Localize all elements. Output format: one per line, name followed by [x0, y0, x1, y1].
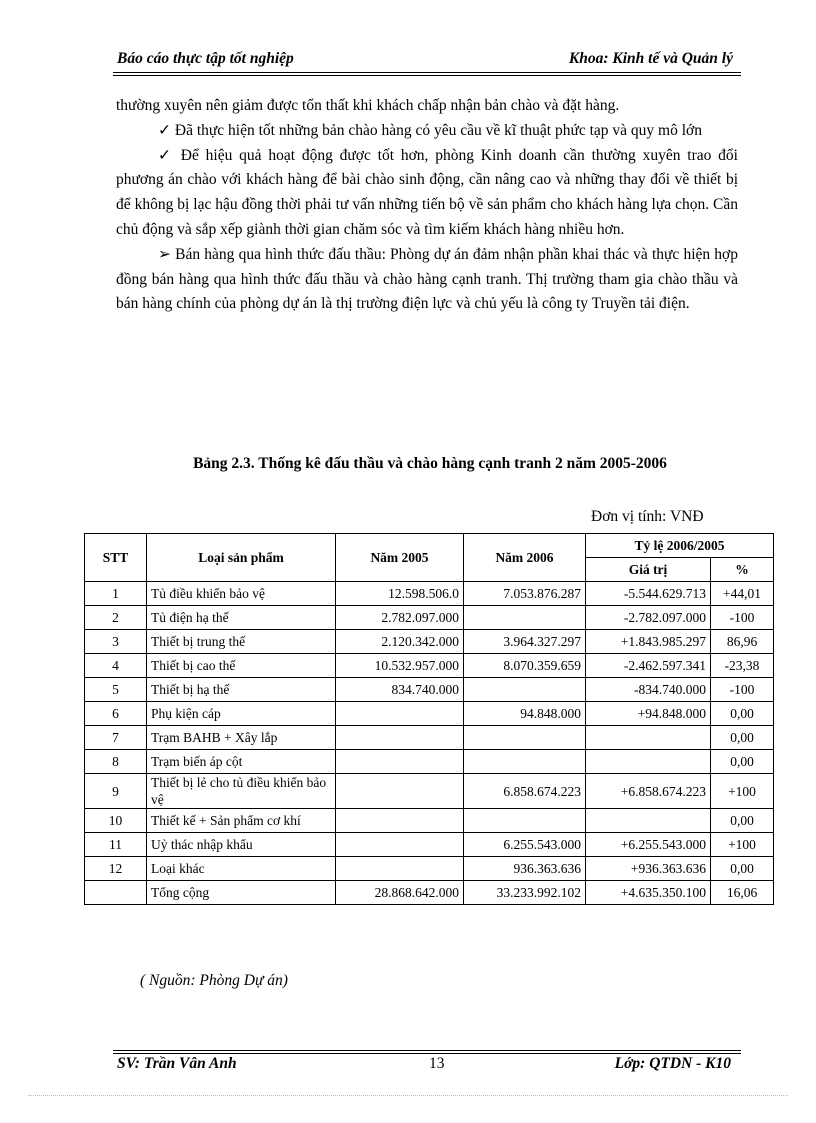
header-ratio: Tỷ lệ 2006/2005 [586, 534, 774, 558]
page-header [113, 50, 741, 72]
cell-stt: 5 [85, 678, 147, 702]
paragraph: ✓ Để hiệu quả hoạt động được tốt hơn, phòng Kinh doanh cần thường xuyên trao đổi phương án chào với khách hàng để bài chào sinh động, cần nâng cao và những thay đổi về thiết bị để không bị lạc hậu đồng thời phải tư vấn những tiến bộ về sản phẩm cho khách hàng lựa chọn. Cần chủ động và sắp xếp giành thời gian chăm sóc và tìm kiếm khách hàng nhiều hơn. [116, 146, 738, 238]
cell-percent: +44,01 [711, 582, 774, 606]
cell-product: Thiết bị trung thế [147, 630, 336, 654]
cell-stt: 7 [85, 726, 147, 750]
cell-product: Uỷ thác nhập khẩu [147, 833, 336, 857]
table-row [85, 833, 774, 857]
checkmark-icon: ✓ [158, 146, 174, 164]
table-row [85, 774, 774, 809]
header-report-title: Báo cáo thực tập tốt nghiệp [117, 50, 294, 67]
header-value: Giá trị [586, 558, 711, 582]
cell-percent: 86,96 [711, 630, 774, 654]
cell-year-2006: 6.255.543.000 [464, 833, 586, 857]
footer-rule-thin [113, 1050, 741, 1051]
paragraph: ✓ Đã thực hiện tốt những bản chào hàng có yêu cầu về kĩ thuật phức tạp và quy mô lớn [158, 121, 702, 139]
paragraph: thường xuyên nên giảm được tổn thất khi khách chấp nhận bản chào và đặt hàng. [116, 97, 620, 114]
table-row [85, 606, 774, 630]
cell-value [586, 726, 711, 750]
cell-product: Trạm biến áp cột [147, 750, 336, 774]
cell-year-2005 [336, 809, 464, 833]
cell-value [586, 750, 711, 774]
cell-stt: 8 [85, 750, 147, 774]
cell-year-2005: 12.598.506.0 [336, 582, 464, 606]
unit-label: Đơn vị tính: VNĐ [591, 508, 704, 525]
cell-year-2006: 7.053.876.287 [464, 582, 586, 606]
cell-value: -5.544.629.713 [586, 582, 711, 606]
cell-percent: -23,38 [711, 654, 774, 678]
cell-year-2005 [336, 750, 464, 774]
header-percent: % [711, 558, 774, 582]
cell-value: -2.782.097.000 [586, 606, 711, 630]
header-year-2005: Năm 2005 [336, 534, 464, 582]
cell-year-2005 [336, 702, 464, 726]
page-edge-divider [28, 1095, 788, 1096]
cell-year-2006: 33.233.992.102 [464, 881, 586, 905]
cell-product: Thiết kế + Sản phẩm cơ khí [147, 809, 336, 833]
cell-year-2005: 2.782.097.000 [336, 606, 464, 630]
cell-percent: 0,00 [711, 750, 774, 774]
cell-value: +1.843.985.297 [586, 630, 711, 654]
cell-value: +6.858.674.223 [586, 774, 711, 809]
cell-percent: -100 [711, 606, 774, 630]
bidding-stats-table [84, 533, 774, 905]
cell-percent: 16,06 [711, 881, 774, 905]
cell-percent: 0,00 [711, 726, 774, 750]
cell-product: Tủ điều khiển bảo vệ [147, 582, 336, 606]
table-row [85, 750, 774, 774]
cell-year-2006 [464, 678, 586, 702]
checkmark-icon: ✓ [158, 121, 171, 139]
header-rule [113, 72, 741, 73]
cell-year-2005 [336, 833, 464, 857]
cell-stt [85, 881, 147, 905]
cell-year-2006 [464, 726, 586, 750]
cell-product: Thiết bị cao thế [147, 654, 336, 678]
cell-year-2006 [464, 750, 586, 774]
cell-percent: 0,00 [711, 702, 774, 726]
table-row [85, 582, 774, 606]
cell-percent: +100 [711, 833, 774, 857]
page-number: 13 [429, 1055, 445, 1072]
table-caption: Bảng 2.3. Thống kê đấu thầu và chào hàng cạnh tranh 2 năm 2005-2006 [193, 455, 667, 472]
cell-year-2005: 10.532.957.000 [336, 654, 464, 678]
cell-product: Phụ kiện cáp [147, 702, 336, 726]
cell-value: +4.635.350.100 [586, 881, 711, 905]
header-stt: STT [85, 534, 147, 582]
page-footer [113, 1055, 741, 1077]
table-body [85, 582, 774, 905]
cell-product: Thiết bị hạ thế [147, 678, 336, 702]
cell-stt: 1 [85, 582, 147, 606]
table-row [85, 678, 774, 702]
cell-value [586, 809, 711, 833]
header-faculty: Khoa: Kinh tế và Quản lý [568, 50, 733, 67]
cell-value: +6.255.543.000 [586, 833, 711, 857]
cell-year-2005: 28.868.642.000 [336, 881, 464, 905]
table-row [85, 702, 774, 726]
cell-value: -2.462.597.341 [586, 654, 711, 678]
footer-student: SV: Trần Vân Anh [117, 1055, 237, 1072]
source-note: ( Nguồn: Phòng Dự án) [140, 972, 288, 989]
cell-year-2005 [336, 774, 464, 809]
header-year-2006: Năm 2006 [464, 534, 586, 582]
cell-product: Tủ điện hạ thế [147, 606, 336, 630]
cell-product: Tổng cộng [147, 881, 336, 905]
cell-percent: +100 [711, 774, 774, 809]
table-row [85, 630, 774, 654]
cell-percent: 0,00 [711, 809, 774, 833]
cell-year-2006: 6.858.674.223 [464, 774, 586, 809]
header-rule-thin [113, 75, 741, 76]
cell-year-2006 [464, 809, 586, 833]
paragraph: ➢ Bán hàng qua hình thức đấu thầu: Phòng dự án đảm nhận phần khai thác và thực hiện hợp đồng bán hàng qua hình thức đấu thầu và chào hàng cạnh tranh. Thị trường tham gia chào thầu và bán hàng chính của phòng dự án là thị trường điện lực và chủ yếu là công ty Truyền tải điện. [116, 245, 738, 313]
table-row [85, 881, 774, 905]
cell-stt: 12 [85, 857, 147, 881]
cell-year-2005 [336, 726, 464, 750]
cell-product: Trạm BAHB + Xây lắp [147, 726, 336, 750]
table-row [85, 809, 774, 833]
cell-year-2006: 94.848.000 [464, 702, 586, 726]
cell-percent: 0,00 [711, 857, 774, 881]
cell-year-2005: 834.740.000 [336, 678, 464, 702]
cell-year-2005: 2.120.342.000 [336, 630, 464, 654]
cell-product: Loại khác [147, 857, 336, 881]
cell-year-2006: 3.964.327.297 [464, 630, 586, 654]
cell-stt: 6 [85, 702, 147, 726]
cell-stt: 4 [85, 654, 147, 678]
table-row [85, 857, 774, 881]
table-row [85, 654, 774, 678]
cell-product: Thiết bị lẻ cho tủ điều khiển bảo vệ [147, 774, 336, 809]
header-product: Loại sản phẩm [147, 534, 336, 582]
body-text [116, 94, 738, 317]
cell-year-2006: 936.363.636 [464, 857, 586, 881]
cell-year-2005 [336, 857, 464, 881]
table-row [85, 726, 774, 750]
cell-stt: 10 [85, 809, 147, 833]
footer-rule [113, 1053, 741, 1054]
arrow-bullet-icon: ➢ [158, 245, 171, 263]
cell-stt: 9 [85, 774, 147, 809]
cell-percent: -100 [711, 678, 774, 702]
cell-year-2006: 8.070.359.659 [464, 654, 586, 678]
footer-class: Lớp: QTDN - K10 [614, 1055, 731, 1072]
cell-stt: 3 [85, 630, 147, 654]
cell-value: -834.740.000 [586, 678, 711, 702]
cell-value: +936.363.636 [586, 857, 711, 881]
cell-stt: 2 [85, 606, 147, 630]
cell-stt: 11 [85, 833, 147, 857]
cell-value: +94.848.000 [586, 702, 711, 726]
cell-year-2006 [464, 606, 586, 630]
